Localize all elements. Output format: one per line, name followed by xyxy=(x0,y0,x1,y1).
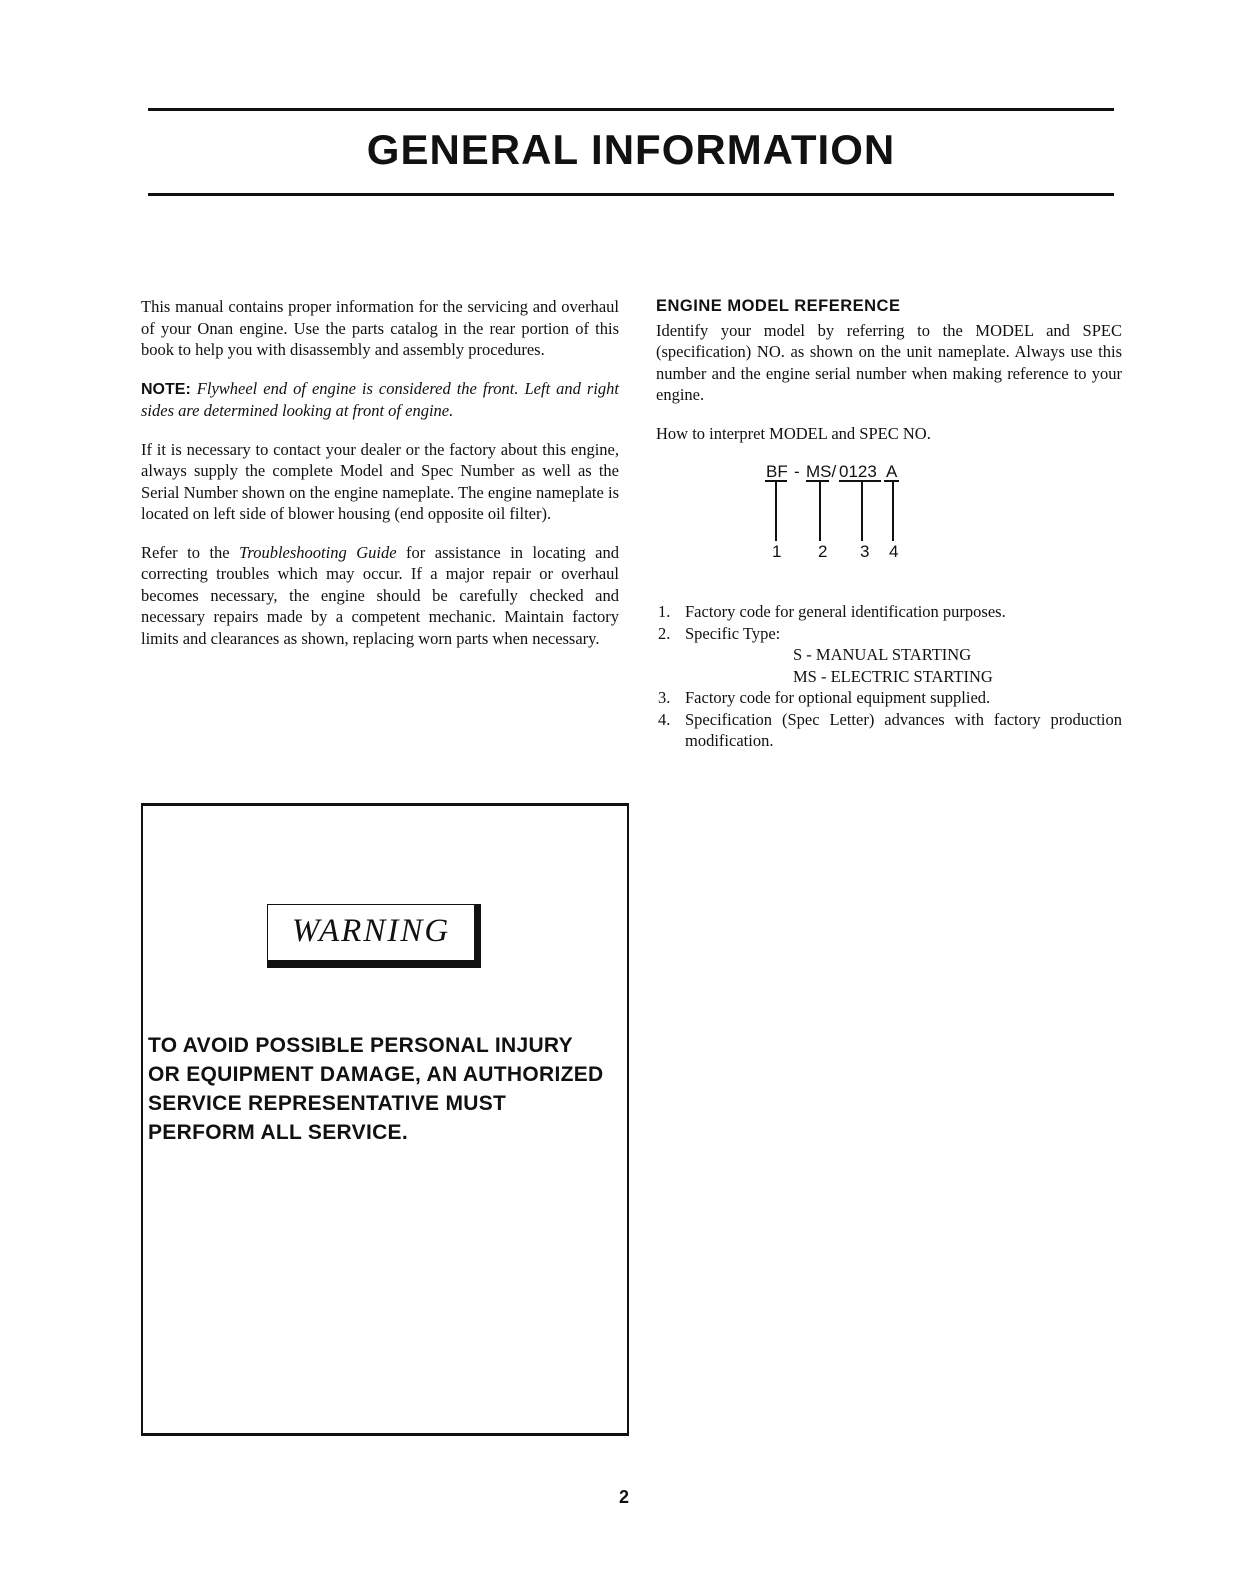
warning-badge xyxy=(267,904,481,968)
model-part-ms: MS/ xyxy=(806,462,837,481)
title-rule-bottom xyxy=(148,193,1114,196)
legend-item: 3. Factory code for optional equipment supplied. xyxy=(658,688,991,707)
model-number-diagram-svg xyxy=(656,461,1122,581)
legend-item: 2. Specific Type: S - MANUAL STARTING MS - ELECTRIC STARTING xyxy=(656,623,1122,688)
refer-before: Refer to the xyxy=(141,542,230,562)
model-part-a: A xyxy=(886,462,898,481)
subtype-electric-starting: MS - ELECTRIC STARTING xyxy=(793,666,993,686)
legend-item: 4. Specification (Spec Letter) advances with factory production modification. xyxy=(658,709,1122,750)
left-column xyxy=(141,296,619,666)
warning-text: TO AVOID POSSIBLE PERSONAL INJURY OR EQUIPMENT DAMAGE, AN AUTHORIZED SERVICE REPRESENTATIVE MUST PERFORM ALL SERVICE. xyxy=(148,1034,604,1144)
callout-number-1: 1 xyxy=(772,542,782,561)
warning-title: WARNING xyxy=(291,913,451,949)
model-number-diagram xyxy=(656,461,1122,581)
right-column xyxy=(656,296,1122,752)
legend-item: 1. Factory code for general identification purposes. xyxy=(658,602,1006,621)
note-label: NOTE: xyxy=(141,380,191,398)
title-rule-top xyxy=(148,108,1114,111)
engine-model-reference-heading: ENGINE MODEL REFERENCE xyxy=(656,297,901,315)
howto-line: How to interpret MODEL and SPEC NO. xyxy=(656,423,931,443)
refer-after: for assistance in locating and correcting troubles which may occur. If a major repair or overhaul becomes necessary, the engine should be carefully checked and necessary repairs made by a competent mechanic. Maintain factory limits and clearances as shown, replacing worn parts when necessary. xyxy=(141,542,620,648)
warning-box xyxy=(141,803,629,1436)
refer-paragraph xyxy=(141,542,619,650)
model-code-legend xyxy=(656,601,1122,752)
model-part-0123: 0123 xyxy=(839,462,877,481)
model-part-dash: - xyxy=(794,462,800,481)
contact-paragraph: If it is necessary to contact your dealer or the factory about this engine, always supply the complete Model and Spec Number as well as the Serial Number shown on the engine nameplate. The engine nameplate is located on left side of blower housing (end opposite oil filter). xyxy=(141,439,619,523)
callout-number-4: 4 xyxy=(889,542,899,561)
intro-paragraph: This manual contains proper information for the servicing and overhaul of your Onan engine. Use the parts catalog in the rear portion of this book to help you with disassembly and assembly procedures. xyxy=(141,297,619,359)
page-title: GENERAL INFORMATION xyxy=(366,126,896,173)
note-paragraph xyxy=(141,378,619,422)
identify-paragraph: Identify your model by referring to the MODEL and SPEC (specification) NO. as shown on the unit nameplate. Always use this number and the engine serial number when making reference to your engine. xyxy=(656,320,1122,404)
troubleshooting-guide-ref: Troubleshooting Guide xyxy=(239,542,397,562)
callout-number-2: 2 xyxy=(818,542,828,561)
callout-number-3: 3 xyxy=(860,542,870,561)
note-text: Flywheel end of engine is considered the front. Left and right sides are determined looking at front of engine. xyxy=(141,378,620,420)
model-part-bf: BF xyxy=(766,462,788,481)
subtype-manual-starting: S - MANUAL STARTING xyxy=(793,645,972,664)
page-number: 2 xyxy=(618,1487,629,1507)
